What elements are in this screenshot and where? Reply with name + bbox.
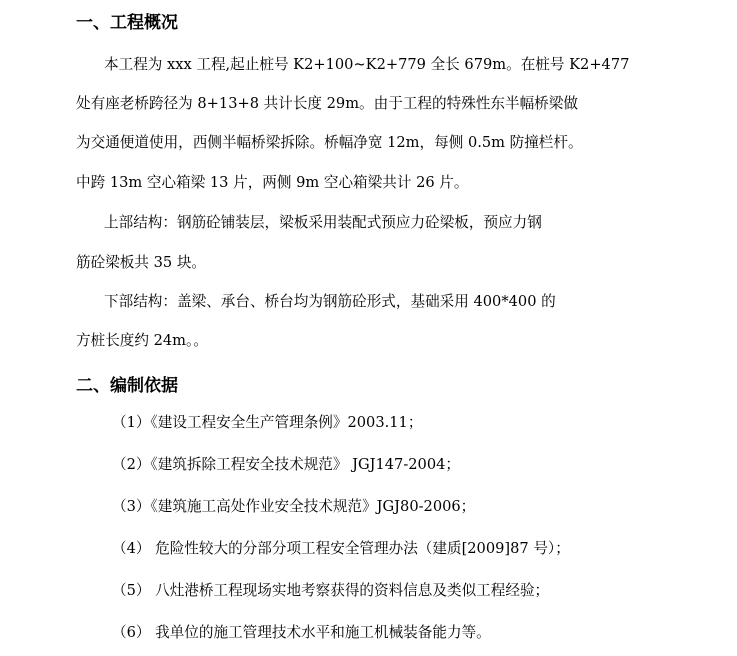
- basis-list-item: （6） 我单位的施工管理技术水平和施工机械装备能力等。: [112, 624, 491, 641]
- basis-list-item: （5） 八灶港桥工程现场实地考察获得的资料信息及类似工程经验；: [112, 582, 550, 599]
- overview-paragraph-line: 中跨 13m 空心箱梁 13 片，两侧 9m 空心箱梁共计 26 片。: [76, 174, 469, 191]
- superstructure-paragraph-line: 上部结构：钢筋砼铺装层，梁板采用装配式预应力砼梁板，预应力钢: [104, 214, 542, 231]
- section-heading-compilation-basis: 二、编制依据: [76, 376, 178, 396]
- substructure-paragraph-line: 方桩长度约 24m。。: [76, 332, 208, 349]
- superstructure-paragraph-line: 筋砼梁板共 35 块。: [76, 254, 207, 271]
- basis-list-item: （1）《建设工程安全生产管理条例》2003.11；: [112, 414, 423, 431]
- overview-paragraph-line: 处有座老桥跨径为 8+13+8 共计长度 29m。由于工程的特殊性东半幅桥梁做: [76, 95, 578, 112]
- basis-list-item: （4） 危险性较大的分部分项工程安全管理办法（建质[2009]87 号）；: [112, 540, 570, 557]
- basis-list-item: （3）《建筑施工高处作业安全技术规范》JGJ80-2006；: [112, 498, 476, 515]
- section-heading-project-overview: 一、工程概况: [76, 13, 178, 33]
- overview-paragraph-line: 为交通便道使用，西侧半幅桥梁拆除。桥幅净宽 12m，每侧 0.5m 防撞栏杆。: [76, 134, 583, 151]
- basis-list-item: （2）《建筑拆除工程安全技术规范》 JGJ147-2004；: [112, 456, 461, 473]
- substructure-paragraph-line: 下部结构：盖梁、承台、桥台均为钢筋砼形式，基础采用 400*400 的: [104, 293, 556, 310]
- overview-paragraph-line: 本工程为 xxx 工程,起止桩号 K2+100~K2+779 全长 679m。在桩号 K2+477: [104, 56, 630, 73]
